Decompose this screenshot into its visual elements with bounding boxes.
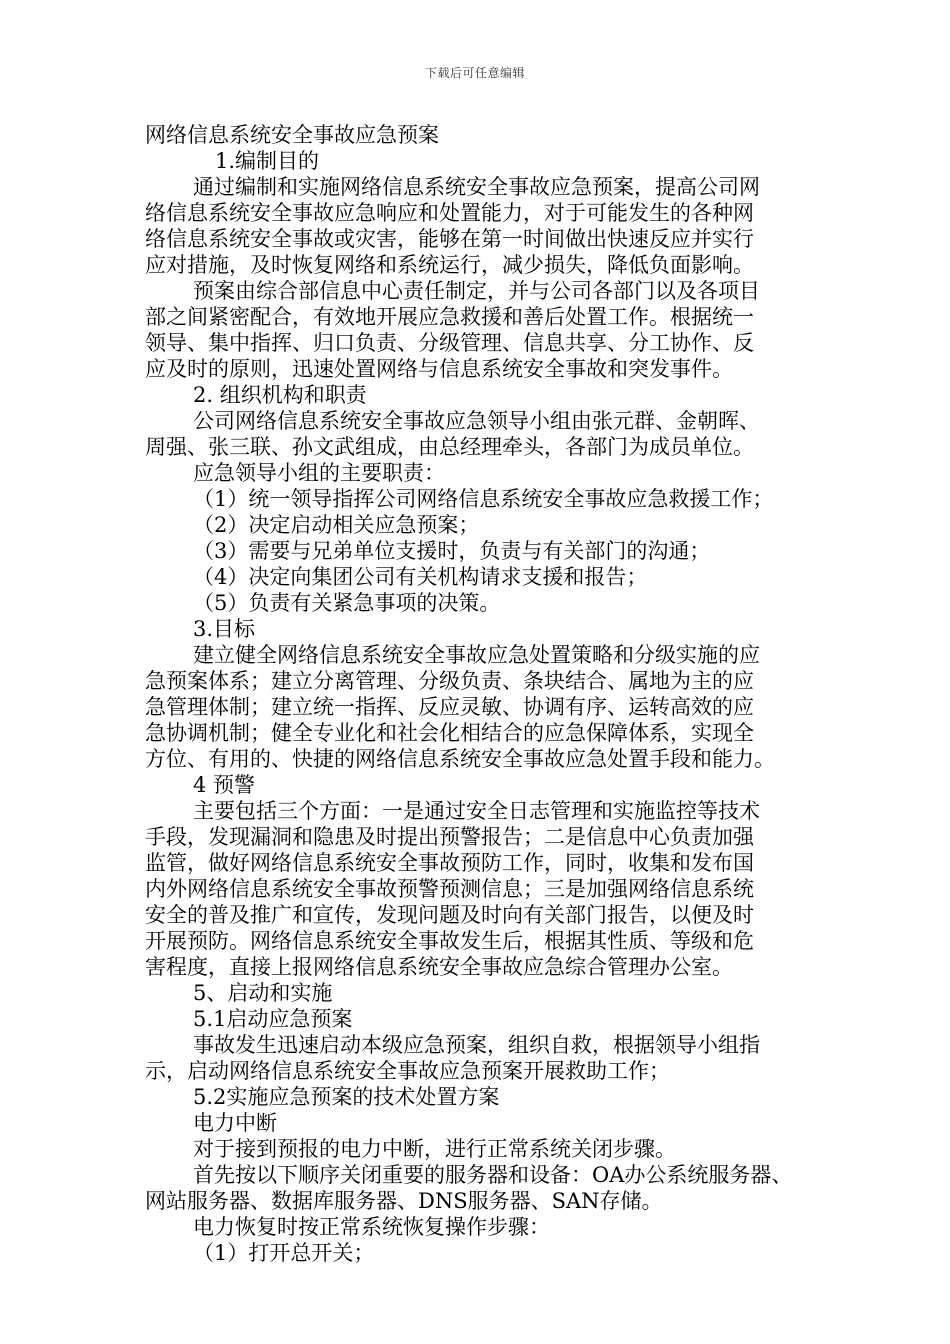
- text-line: 急协调机制；健全专业化和社会化相结合的应急保障体系，实现全: [145, 721, 754, 745]
- text-line: 5.2实施应急预案的技术处置方案: [193, 1085, 500, 1109]
- text-line: （5）负责有关紧急事项的决策。: [193, 591, 501, 615]
- text-line: 主要包括三个方面：一是通过安全日志管理和实施监控等技术: [193, 799, 760, 823]
- text-line: （3）需要与兄弟单位支援时，负责与有关部门的沟通；: [193, 539, 711, 563]
- document-body: [145, 122, 815, 1266]
- text-line: 方位、有用的、快捷的网络信息系统安全事故应急处置手段和能力。: [145, 747, 775, 771]
- text-line: 预案由综合部信息中心责任制定，并与公司各部门以及各项目: [193, 279, 760, 303]
- text-line: 应急领导小组的主要职责：: [193, 461, 445, 485]
- text-line: 事故发生迅速启动本级应急预案，组织自救，根据领导小组指: [193, 1033, 760, 1057]
- text-line: 安全的普及推广和宣传，发现问题及时向有关部门报告，以便及时: [145, 903, 754, 927]
- text-line: 害程度，直接上报网络信息系统安全事故应急综合管理办公室。: [145, 955, 733, 979]
- text-line: 应及时的原则，迅速处置网络与信息系统安全事故和突发事件。: [145, 357, 733, 381]
- text-line: 对于接到预报的电力中断，进行正常系统关闭步骤。: [193, 1137, 676, 1161]
- text-line: 示，启动网络信息系统安全事故应急预案开展救助工作；: [145, 1059, 670, 1083]
- text-line: 络信息系统安全事故应急响应和处置能力，对于可能发生的各种网: [145, 201, 754, 225]
- text-line: （4）决定向集团公司有关机构请求支援和报告；: [193, 565, 648, 589]
- text-line: 部之间紧密配合，有效地开展应急救援和善后处置工作。根据统一: [145, 305, 754, 329]
- text-line: 急预案体系；建立分离管理、分级负责、条块结合、属地为主的应: [145, 669, 754, 693]
- text-line: 领导、集中指挥、归口负责、分级管理、信息共享、分工协作、反: [145, 331, 754, 355]
- download-note-header: 下载后可任意编辑: [424, 66, 525, 80]
- text-line: 电力中断: [193, 1111, 277, 1135]
- text-line: 5、启动和实施: [193, 981, 333, 1005]
- section-heading: 1.编制目的: [215, 149, 320, 173]
- text-line: 4 预警: [193, 773, 256, 797]
- text-line: 通过编制和实施网络信息系统安全事故应急预案，提高公司网: [193, 175, 760, 199]
- text-line: 手段，发现漏洞和隐患及时提出预警报告；二是信息中心负责加强: [145, 825, 754, 849]
- text-line: 3.目标: [193, 617, 256, 641]
- text-line: 急管理体制；建立统一指挥、反应灵敏、协调有序、运转高效的应: [145, 695, 754, 719]
- text-line: 内外网络信息系统安全事故预警预测信息；三是加强网络信息系统: [145, 877, 754, 901]
- text-line: 2. 组织机构和职责: [193, 383, 367, 407]
- text-line: 应对措施，及时恢复网络和系统运行，减少损失，降低负面影响。: [145, 253, 754, 277]
- text-line: 建立健全网络信息系统安全事故应急处置策略和分级实施的应: [193, 643, 760, 667]
- document-title: 网络信息系统安全事故应急预案: [145, 123, 439, 147]
- text-line: 首先按以下顺序关闭重要的服务器和设备：OA办公系统服务器、: [193, 1163, 793, 1187]
- text-line: 网站服务器、数据库服务器、DNS服务器、SAN存储。: [145, 1189, 663, 1213]
- text-line: 公司网络信息系统安全事故应急领导小组由张元群、金朝晖、: [193, 409, 760, 433]
- text-line: 开展预防。网络信息系统安全事故发生后，根据其性质、等级和危: [145, 929, 754, 953]
- text-line: （1）打开总开关；: [193, 1241, 375, 1265]
- text-line: 5.1启动应急预案: [193, 1007, 353, 1031]
- text-line: （2）决定启动相关应急预案；: [193, 513, 480, 537]
- text-line: 监管，做好网络信息系统安全事故预防工作，同时，收集和发布国: [145, 851, 754, 875]
- text-line: 络信息系统安全事故或灾害，能够在第一时间做出快速反应并实行: [145, 227, 754, 251]
- text-line: 电力恢复时按正常系统恢复操作步骤：: [193, 1215, 550, 1239]
- text-line: （1）统一领导指挥公司网络信息系统安全事故应急救援工作；: [193, 487, 774, 511]
- text-line: 周强、张三联、孙文武组成，由总经理牵头，各部门为成员单位。: [145, 435, 754, 459]
